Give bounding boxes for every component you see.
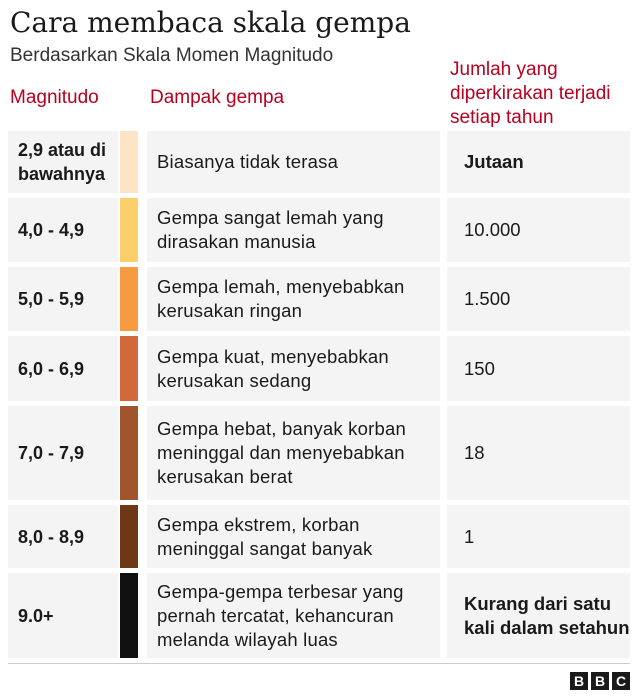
table-row [0,406,640,500]
annual-count-cell: 10.000 [447,198,630,262]
table-row [0,198,640,262]
annual-count-cell: 150 [447,336,630,401]
table-row [0,336,640,401]
table-row [0,505,640,568]
table-row [0,131,640,193]
chart-subtitle: Berdasarkan Skala Momen Magnitudo [10,45,334,66]
magnitude-color-swatch [120,336,138,401]
magnitude-cell: 4,0 - 4,9 [8,198,118,262]
magnitude-color-swatch [120,573,138,658]
bbc-logo [570,672,630,690]
magnitude-cell: 5,0 - 5,9 [8,267,118,331]
impact-cell: Gempa-gempa terbesar yang pernah tercatat, kehancuran melanda wilayah luas [147,573,440,658]
impact-cell: Biasanya tidak terasa [147,131,440,193]
chart-title: Cara membaca skala gempa [10,6,411,39]
impact-cell: Gempa ekstrem, korban meninggal sangat banyak [147,505,440,568]
impact-cell: Gempa sangat lemah yang dirasakan manusia [147,198,440,262]
column-header-impact: Dampak gempa [150,87,285,108]
column-header-count: Jumlah yang diperkirakan terjadi setiap tahun [450,59,611,128]
magnitude-cell: 2,9 atau di bawahnya [8,131,118,193]
magnitude-cell: 6,0 - 6,9 [8,336,118,401]
impact-cell: Gempa hebat, banyak korban meninggal dan menyebabkan kerusakan berat [147,406,440,500]
table-row [0,573,640,658]
magnitude-cell: 9.0+ [8,573,118,658]
impact-cell: Gempa lemah, menyebabkan kerusakan ringan [147,267,440,331]
magnitude-color-swatch [120,505,138,568]
table-row [0,267,640,331]
footer-divider [8,663,630,664]
magnitude-cell: 8,0 - 8,9 [8,505,118,568]
magnitude-color-swatch [120,198,138,262]
bbc-logo-letter: C [612,672,630,690]
annual-count-cell: 1 [447,505,630,568]
annual-count-cell: 18 [447,406,630,500]
magnitude-cell: 7,0 - 7,9 [8,406,118,500]
magnitude-color-swatch [120,267,138,331]
annual-count-cell: 1.500 [447,267,630,331]
magnitude-color-swatch [120,131,138,193]
bbc-logo-letter: B [591,672,609,690]
magnitude-color-swatch [120,406,138,500]
column-header-magnitude: Magnitudo [10,87,99,108]
annual-count-cell: Jutaan [447,131,630,193]
impact-cell: Gempa kuat, menyebabkan kerusakan sedang [147,336,440,401]
annual-count-cell: Kurang dari satu kali dalam setahun [447,573,630,658]
bbc-logo-letter: B [570,672,588,690]
